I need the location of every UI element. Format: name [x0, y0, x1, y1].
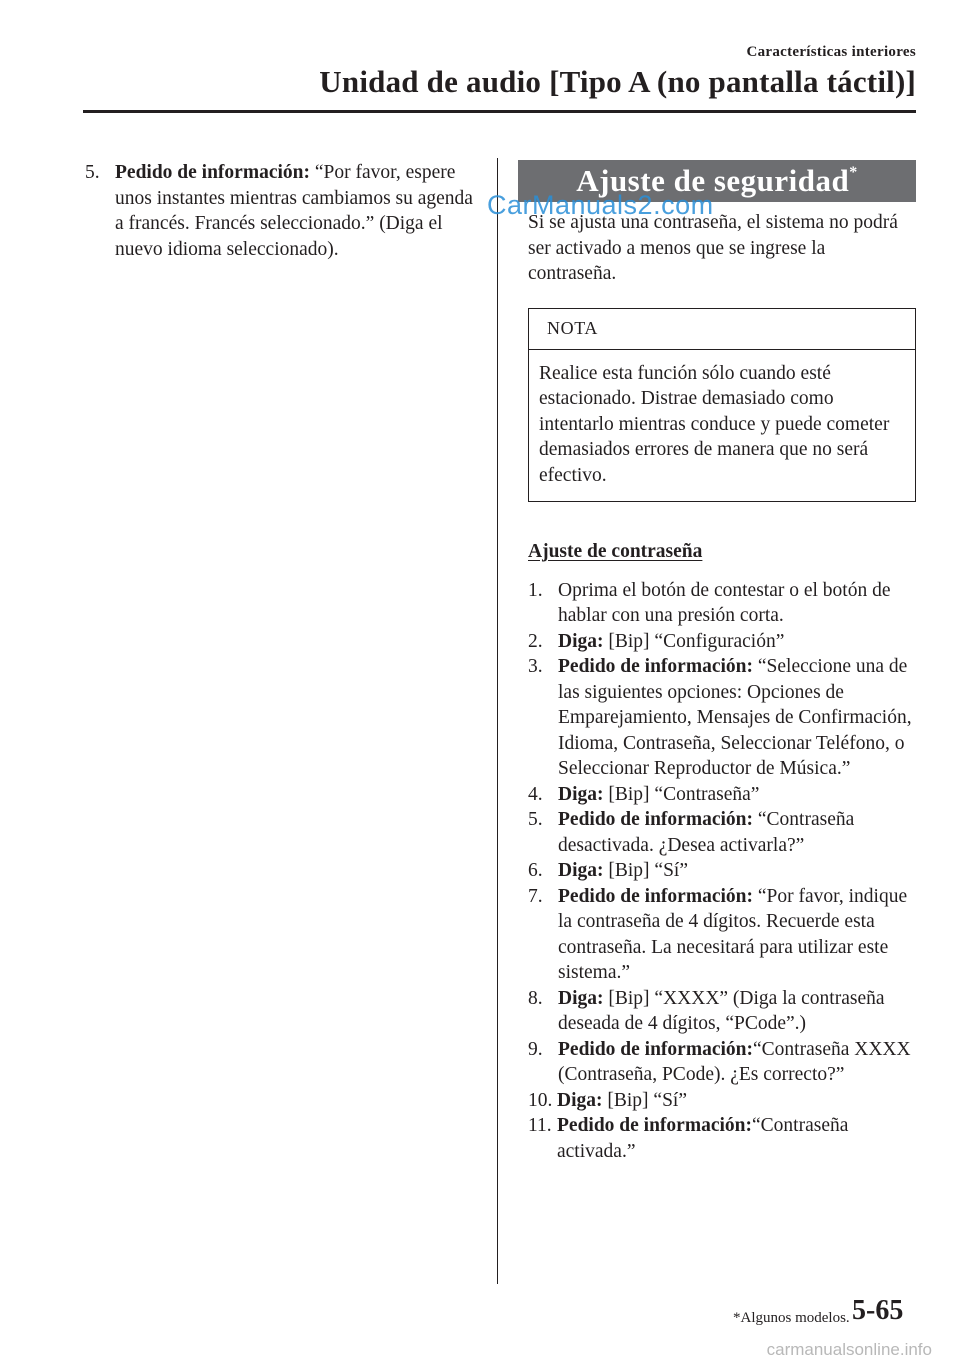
- step-label: Diga:: [558, 783, 604, 805]
- step-label: Diga:: [558, 987, 604, 1009]
- subsection-title: Ajuste de contraseña: [528, 541, 703, 562]
- list-item: [528, 1113, 918, 1164]
- note-box: [528, 308, 916, 503]
- list-item: [528, 654, 918, 782]
- step-body: [557, 1113, 918, 1164]
- step-text: Oprima el botón de contestar o el botón de hablar con una presión corta.: [558, 579, 891, 626]
- step-text: [Bip] “XXXX” (Diga la contraseña deseada de 4 dígitos, “PCode”.): [558, 987, 885, 1034]
- running-header-section: Características interiores: [746, 44, 916, 60]
- list-item: [85, 160, 480, 262]
- watermark-logo: CarManuals2.com: [487, 190, 714, 220]
- step-text: [Bip] “Configuración”: [603, 630, 785, 652]
- step-body: [115, 160, 480, 262]
- step-text: “Contraseña XXXX (Contraseña, PCode). ¿Es correcto?”: [558, 1038, 911, 1085]
- list-item: [528, 782, 918, 808]
- steps-list: [528, 578, 918, 1165]
- step-text: [Bip] “Contraseña”: [603, 783, 760, 805]
- page-number: 5-65: [852, 1295, 904, 1326]
- step-body: [558, 782, 918, 808]
- section-asterisk: *: [849, 164, 858, 182]
- step-label: Pedido de información:: [557, 1115, 752, 1136]
- step-number: 11.: [528, 1115, 552, 1136]
- list-item: [528, 629, 918, 655]
- footnote: *Algunos modelos.: [733, 1310, 850, 1326]
- step-label: Pedido de información:: [558, 1038, 753, 1060]
- list-item: [528, 858, 918, 884]
- footer-watermark: carmanualsonline.info: [766, 1340, 932, 1359]
- list-item: [528, 578, 918, 629]
- step-number: 8.: [528, 987, 543, 1009]
- step-body: [557, 1088, 918, 1114]
- step-body: [558, 858, 918, 884]
- step-text: [Bip] “Sí”: [602, 1089, 687, 1111]
- step-text: “Por favor, indique la contraseña de 4 dígitos. Recuerde esta contraseña. La necesitará para utilizar este sistema.”: [558, 885, 908, 983]
- section-title: Ajuste de seguridad: [576, 163, 850, 199]
- list-item: [528, 1037, 918, 1088]
- step-number: 3.: [528, 656, 543, 677]
- step-number: 9.: [528, 1038, 543, 1060]
- step-number: 10.: [528, 1089, 553, 1111]
- running-header-title: Unidad de audio [Tipo A (no pantalla táctil)]: [319, 64, 916, 99]
- step-body: [558, 986, 918, 1037]
- step-text: “Contraseña activada.”: [557, 1115, 849, 1162]
- step-number: 5.: [85, 162, 100, 183]
- step-label: Diga:: [557, 1089, 603, 1111]
- step-body: [558, 654, 918, 782]
- step-body: [558, 629, 918, 655]
- left-column: [85, 160, 480, 262]
- step-number: 6.: [528, 860, 543, 881]
- section-intro: Si se ajusta una contraseña, el sistema no podrá ser activado a menos que se ingrese la contraseña.: [528, 212, 898, 284]
- note-text: Realice esta función sólo cuando esté estacionado. Distrae demasiado como intentarlo mientras conduce y puede cometer demasiados errores de manera que no será efectivo.: [539, 362, 890, 486]
- step-body: [558, 1037, 918, 1088]
- step-body: [558, 578, 918, 629]
- step-number: 5.: [528, 809, 543, 830]
- step-number: 1.: [528, 579, 543, 601]
- step-label: Diga:: [558, 860, 604, 881]
- step-label: Pedido de información:: [115, 162, 310, 183]
- step-number: 4.: [528, 783, 543, 805]
- header-rule: [83, 110, 916, 113]
- step-label: Pedido de información:: [558, 656, 753, 677]
- step-number: 7.: [528, 885, 543, 907]
- step-text: [Bip] “Sí”: [603, 860, 688, 881]
- step-text: “Seleccione una de las siguientes opciones: Opciones de Emparejamiento, Mensajes de Confirmación, Idioma, Contraseña, Seleccionar Teléfono, o Seleccionar Reproductor de Música.”: [558, 656, 912, 779]
- list-item: [528, 884, 918, 986]
- list-item: [528, 807, 918, 858]
- step-label: Pedido de información:: [558, 885, 753, 907]
- step-text: “Contraseña desactivada. ¿Desea activarla?”: [558, 809, 855, 856]
- step-label: Diga:: [558, 630, 604, 652]
- list-item: [528, 1088, 918, 1114]
- list-item: [528, 986, 918, 1037]
- step-body: [558, 807, 918, 858]
- step-number: 2.: [528, 630, 543, 652]
- step-label: Pedido de información:: [558, 809, 753, 830]
- step-text: “Por favor, espere unos instantes mientras cambiamos su agenda a francés. Francés seleccionado.” (Diga el nuevo idioma seleccionado).: [115, 162, 473, 260]
- step-body: [558, 884, 918, 986]
- column-divider: [497, 158, 498, 1284]
- right-column: [528, 160, 918, 1164]
- note-label: NOTA: [529, 309, 915, 350]
